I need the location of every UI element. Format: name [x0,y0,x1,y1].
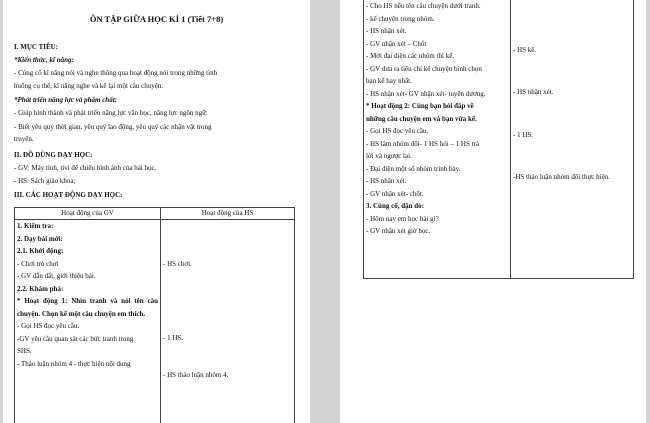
student-activities-cell [161,220,295,423]
activity-heading: 2.2. Khám phá: [17,284,64,293]
activity-heading: 2. Dạy bài mới: [17,234,63,243]
activity-heading: những câu chuyện em và bạn vừa kể. [366,114,477,123]
activity-line: -GV yêu cầu quan sát các bức tranh trong [17,334,134,343]
activity-line: - HS nhận xét- GV nhận xét- tuyên dương. [366,89,486,98]
student-activities-cell [511,0,634,279]
activity-line: - GV dẫn dắt, giới thiệu bài. [17,272,96,280]
student-activity-line: - HS thảo luận nhóm 4. [163,370,229,379]
column-header-student: Hoạt động của HS [161,208,295,220]
activity-line: - GV nhận xét- chốt. [366,189,424,198]
teacher-activities-cell [15,220,161,423]
activity-line: - Mời đại diện các nhóm thi kể. [366,52,455,60]
teacher-activities-cell [364,0,511,279]
activity-line: - Thảo luận nhóm 4 - thực hiện nội dung [17,359,131,368]
body-text-line: - Củng cố kĩ năng nói và nghe thông qua hoạt động nói trong những tình [14,69,218,77]
activity-line: lời và ngược lại. [366,152,412,160]
activity-line: - Hôm nay em học bài gì? [366,214,439,223]
activities-table-continued [363,0,634,279]
subsection-heading: *Kiến thức, kĩ năng: [14,56,74,64]
activity-line: - Chơi trò chơi [17,259,59,268]
body-text-line: - Giúp hình thành và phát triển năng lực văn học, năng lực ngôn ngữ. [14,109,208,117]
body-text-line: truyện. [14,135,34,143]
activity-heading: 2.1. Khởi động: [17,247,64,255]
student-activity-line: - HS chơi. [163,259,192,268]
activity-line: - Đại diện một số nhóm trình bày. [366,164,461,173]
student-activity-line: - 1 HS. [163,333,184,342]
section-heading: II. ĐỒ DÙNG DẠY HỌC: [14,151,93,159]
student-activity-line: - 1 HS. [513,130,534,139]
activity-line: bạn kể hay nhất. [366,77,412,85]
activity-line: - HS nhận xét. [366,27,407,35]
student-activity-line: -HS thảo luận nhóm đôi thực hiện. [513,173,610,182]
activity-line: - HS làm nhóm đôi- 1 HS hỏi – 1 HS trả [366,139,479,148]
activity-line: - kể chuyện trong nhóm. [366,14,435,23]
activity-heading: * Hoạt động 1: Nhìn tranh và nói tên câu chuyện. Chọn kể một câu chuyện em thích. [17,297,158,318]
student-activity-line: - HS kể. [513,45,537,54]
body-text-line: huống cụ thể, kĩ năng nghe và kể lại một câu chuyện. [14,82,164,90]
student-activity-line: - HS nhận xét. [513,88,554,97]
body-text-line: - Biết yêu quý thời gian, yêu quý lao động, yêu quý các nhận vật trong [14,123,212,131]
activity-line: SHS. [17,347,32,355]
activity-heading: 1. Kiểm tra: [17,222,54,230]
activity-line: - GV đưa ra tiêu chí kể chuyện bình chọn [366,64,482,73]
column-header-teacher: Hoạt động của GV [15,208,161,220]
activity-heading: 3. Củng cố, dặn dò: [366,202,424,210]
activities-table [14,207,295,423]
activity-line: - Cho HS nêu tên câu chuyện dưới tranh. [366,2,481,10]
activity-heading: * Hoạt động 2: Cùng bạn hỏi đáp về [366,102,474,110]
section-heading: I. MỤC TIÊU: [14,43,59,51]
body-text-line: - HS: Sách giáo khoa; [14,177,76,185]
activity-line: - HS nhận xét. [366,177,407,185]
activity-line: - Gọi HS đọc yêu cầu. [17,322,80,330]
document-page-left [3,0,310,423]
subsection-heading: *Phát triển năng lực và phẩm chất: [14,96,117,104]
document-page-right [340,0,646,423]
activity-line: - Gọi HS đọc yêu cầu. [366,127,429,135]
activity-line: - GV nhận xét – Chốt [366,39,427,48]
section-heading: III. CÁC HOẠT ĐỘNG DẠY HỌC: [14,191,123,199]
activity-line: - GV nhận xét giờ học. [366,227,431,235]
page-title: ÔN TẬP GIỮA HỌC KÌ 1 (Tiết 7+8) [89,14,224,24]
body-text-line: - GV: Máy tính, tivi để chiếu hình ảnh của bài học. [14,164,157,172]
